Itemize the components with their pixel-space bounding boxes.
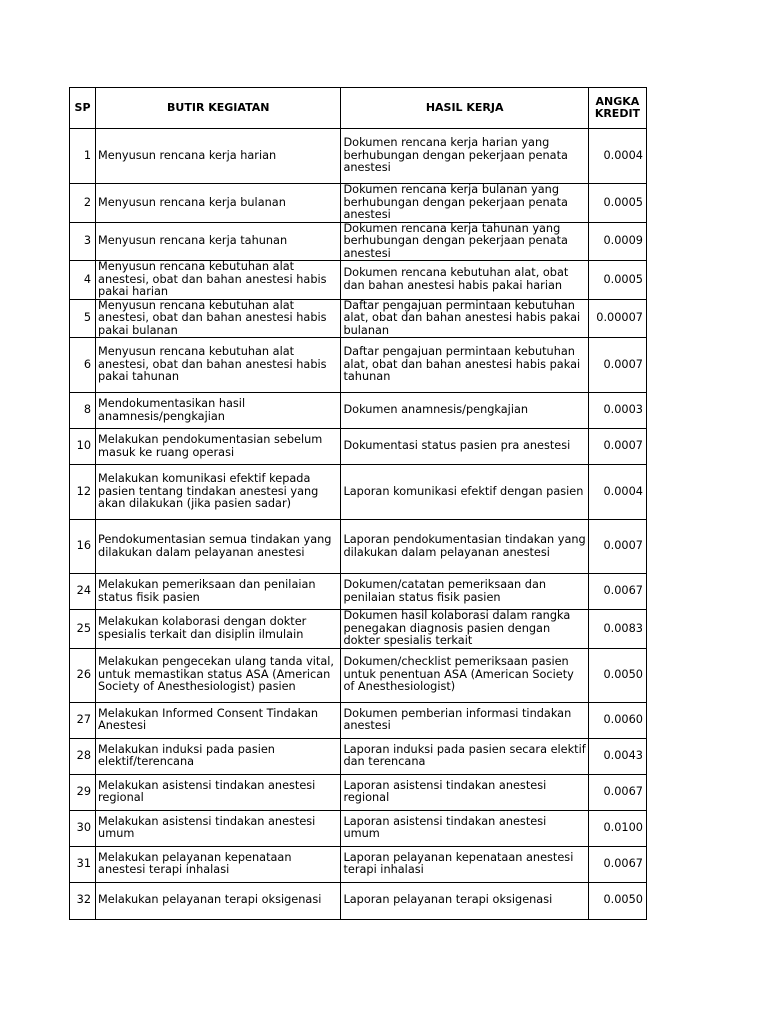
- cell-sp: 24: [70, 574, 96, 610]
- table-row: [70, 702, 647, 738]
- header-butir-kegiatan: BUTIR KEGIATAN: [96, 88, 341, 129]
- cell-angka-kredit: 0.0050: [588, 648, 646, 702]
- table-row: [70, 520, 647, 574]
- table-row: [70, 299, 647, 338]
- cell-angka-kredit: 0.0067: [588, 846, 646, 882]
- cell-hasil-kerja: Laporan pelayanan kepenataan anestesi terapi inhalasi: [341, 846, 588, 882]
- cell-butir-kegiatan: Melakukan Informed Consent Tindakan Anestesi: [96, 702, 341, 738]
- cell-angka-kredit: 0.0004: [588, 129, 646, 184]
- table-row: [70, 648, 647, 702]
- table-row: [70, 738, 647, 774]
- table-row: [70, 429, 647, 465]
- cell-hasil-kerja: Dokumen anamnesis/pengkajian: [341, 393, 588, 429]
- cell-hasil-kerja: Laporan asistensi tindakan anestesi regional: [341, 774, 588, 810]
- cell-hasil-kerja: Dokumen rencana kebutuhan alat, obat dan bahan anestesi habis pakai harian: [341, 261, 588, 300]
- cell-angka-kredit: 0.0003: [588, 393, 646, 429]
- table-row: [70, 222, 647, 261]
- cell-angka-kredit: 0.0083: [588, 610, 646, 649]
- cell-sp: 28: [70, 738, 96, 774]
- cell-hasil-kerja: Dokumen hasil kolaborasi dalam rangka penegakan diagnosis pasien dengan dokter spesialis terkait: [341, 610, 588, 649]
- cell-sp: 10: [70, 429, 96, 465]
- cell-sp: 32: [70, 882, 96, 919]
- table-row: [70, 574, 647, 610]
- table-row: [70, 810, 647, 846]
- cell-butir-kegiatan: Menyusun rencana kerja tahunan: [96, 222, 341, 261]
- cell-angka-kredit: 0.0004: [588, 465, 646, 520]
- cell-hasil-kerja: Dokumen/checklist pemeriksaan pasien untuk penentuan ASA (American Society of Anesthesiologist): [341, 648, 588, 702]
- cell-hasil-kerja: Daftar pengajuan permintaan kebutuhan alat, obat dan bahan anestesi habis pakai bulanan: [341, 299, 588, 338]
- cell-hasil-kerja: Dokumen rencana kerja tahunan yang berhubungan dengan pekerjaan penata anestesi: [341, 222, 588, 261]
- cell-sp: 3: [70, 222, 96, 261]
- cell-hasil-kerja: Laporan pelayanan terapi oksigenasi: [341, 882, 588, 919]
- cell-sp: 2: [70, 184, 96, 223]
- table-row: [70, 129, 647, 184]
- cell-butir-kegiatan: Melakukan asistensi tindakan anestesi umum: [96, 810, 341, 846]
- header-angka-kredit: ANGKA KREDIT: [588, 88, 646, 129]
- cell-hasil-kerja: Laporan komunikasi efektif dengan pasien: [341, 465, 588, 520]
- cell-butir-kegiatan: Melakukan pemeriksaan dan penilaian status fisik pasien: [96, 574, 341, 610]
- table-row: [70, 184, 647, 223]
- cell-hasil-kerja: Laporan pendokumentasian tindakan yang dilakukan dalam pelayanan anestesi: [341, 520, 588, 574]
- header-sp: SP: [70, 88, 96, 129]
- cell-sp: 30: [70, 810, 96, 846]
- cell-butir-kegiatan: Menyusun rencana kebutuhan alat anestesi, obat dan bahan anestesi habis pakai tahunan: [96, 338, 341, 393]
- table-row: [70, 774, 647, 810]
- cell-sp: 5: [70, 299, 96, 338]
- cell-hasil-kerja: Dokumen rencana kerja bulanan yang berhubungan dengan pekerjaan penata anestesi: [341, 184, 588, 223]
- cell-angka-kredit: 0.00007: [588, 299, 646, 338]
- cell-hasil-kerja: Dokumentasi status pasien pra anestesi: [341, 429, 588, 465]
- cell-hasil-kerja: Dokumen/catatan pemeriksaan dan penilaian status fisik pasien: [341, 574, 588, 610]
- cell-sp: 27: [70, 702, 96, 738]
- cell-butir-kegiatan: Melakukan pelayanan kepenataan anestesi terapi inhalasi: [96, 846, 341, 882]
- cell-angka-kredit: 0.0007: [588, 429, 646, 465]
- cell-angka-kredit: 0.0060: [588, 702, 646, 738]
- table-row: [70, 465, 647, 520]
- table-row: [70, 846, 647, 882]
- cell-angka-kredit: 0.0007: [588, 338, 646, 393]
- cell-sp: 12: [70, 465, 96, 520]
- cell-butir-kegiatan: Menyusun rencana kebutuhan alat anestesi, obat dan bahan anestesi habis pakai bulanan: [96, 299, 341, 338]
- cell-hasil-kerja: Dokumen rencana kerja harian yang berhubungan dengan pekerjaan penata anestesi: [341, 129, 588, 184]
- cell-sp: 1: [70, 129, 96, 184]
- cell-angka-kredit: 0.0043: [588, 738, 646, 774]
- cell-sp: 6: [70, 338, 96, 393]
- cell-hasil-kerja: Daftar pengajuan permintaan kebutuhan alat, obat dan bahan anestesi habis pakai tahunan: [341, 338, 588, 393]
- cell-angka-kredit: 0.0005: [588, 261, 646, 300]
- cell-sp: 26: [70, 648, 96, 702]
- cell-angka-kredit: 0.0067: [588, 574, 646, 610]
- cell-butir-kegiatan: Menyusun rencana kerja bulanan: [96, 184, 341, 223]
- cell-hasil-kerja: Laporan induksi pada pasien secara elektif dan terencana: [341, 738, 588, 774]
- cell-sp: 31: [70, 846, 96, 882]
- cell-butir-kegiatan: Melakukan pelayanan terapi oksigenasi: [96, 882, 341, 919]
- cell-butir-kegiatan: Melakukan pendokumentasian sebelum masuk ke ruang operasi: [96, 429, 341, 465]
- cell-sp: 25: [70, 610, 96, 649]
- table-row: [70, 261, 647, 300]
- cell-sp: 16: [70, 520, 96, 574]
- cell-hasil-kerja: Laporan asistensi tindakan anestesi umum: [341, 810, 588, 846]
- cell-angka-kredit: 0.0050: [588, 882, 646, 919]
- cell-angka-kredit: 0.0100: [588, 810, 646, 846]
- table-row: [70, 393, 647, 429]
- cell-butir-kegiatan: Melakukan induksi pada pasien elektif/terencana: [96, 738, 341, 774]
- cell-sp: 4: [70, 261, 96, 300]
- cell-butir-kegiatan: Melakukan pengecekan ulang tanda vital, untuk memastikan status ASA (American Society of Anesthesiologist) pasien: [96, 648, 341, 702]
- cell-angka-kredit: 0.0009: [588, 222, 646, 261]
- cell-butir-kegiatan: Pendokumentasian semua tindakan yang dilakukan dalam pelayanan anestesi: [96, 520, 341, 574]
- cell-sp: 29: [70, 774, 96, 810]
- header-row: [70, 88, 647, 129]
- credit-table: [69, 87, 647, 920]
- cell-butir-kegiatan: Melakukan asistensi tindakan anestesi regional: [96, 774, 341, 810]
- cell-butir-kegiatan: Menyusun rencana kebutuhan alat anestesi, obat dan bahan anestesi habis pakai harian: [96, 261, 341, 300]
- cell-angka-kredit: 0.0007: [588, 520, 646, 574]
- table-body: [70, 129, 647, 920]
- cell-angka-kredit: 0.0067: [588, 774, 646, 810]
- cell-butir-kegiatan: Mendokumentasikan hasil anamnesis/pengkajian: [96, 393, 341, 429]
- cell-butir-kegiatan: Melakukan komunikasi efektif kepada pasien tentang tindakan anestesi yang akan dilakukan (jika pasien sadar): [96, 465, 341, 520]
- cell-hasil-kerja: Dokumen pemberian informasi tindakan anestesi: [341, 702, 588, 738]
- cell-butir-kegiatan: Menyusun rencana kerja harian: [96, 129, 341, 184]
- header-hasil-kerja: HASIL KERJA: [341, 88, 588, 129]
- cell-sp: 8: [70, 393, 96, 429]
- cell-angka-kredit: 0.0005: [588, 184, 646, 223]
- table-row: [70, 610, 647, 649]
- cell-butir-kegiatan: Melakukan kolaborasi dengan dokter spesialis terkait dan disiplin ilmulain: [96, 610, 341, 649]
- table-row: [70, 882, 647, 919]
- table-row: [70, 338, 647, 393]
